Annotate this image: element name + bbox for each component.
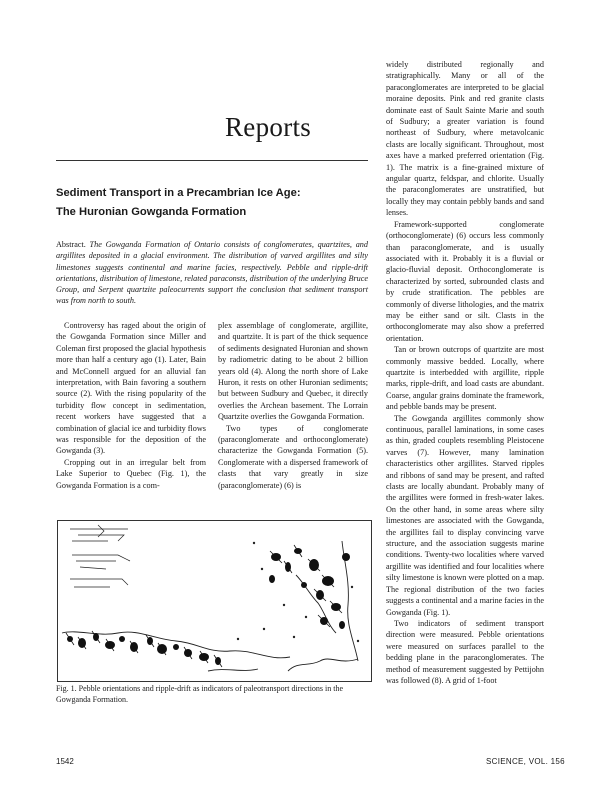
paragraph: Cropping out in an irregular belt from Lake Superior to Quebec (Fig. 1), the Gowganda Formation is a com- [56, 457, 206, 490]
paragraph: Two indicators of sediment transport direction were measured. Pebble orientations were measured on surfaces parallel to the bedding plane in the paraconglomerates. The method of measurement suggested by Pettijohn was followed (8). A grid of 1-foot [386, 618, 544, 685]
paragraph: The Gowganda argillites commonly show continuous, parallel laminations, in some cases as thin, graded couplets resembling Pleistocene varves (7). However, many lamination characteristics other argillites. Starved ripples and ribbons of sand may be present, and rafted clasts are locally abundant. Probably many of the argillites were formed in fresh-water lakes. On the other hand, in some areas where silty limestones are associated with the Gowganda, the argillites fail to display convincing varve structure, and the association suggests marine conditions. Twenty-two localities where varved argillite was identified and four localities where silty limestone is known were plotted on a map. The regional distribution of the two facies suggests a continental and a marine facies in the Gowganda (Fig. 1). [386, 413, 544, 617]
abstract [56, 239, 368, 307]
paragraph: Tan or brown outcrops of quartzite are most commonly massive bedded. Locally, where quartzite is interbedded with argillite, ripple marks, ripple-drift, and load casts are abundant. Coarse, angular grains dominate the framework, and pebble bands may be present. [386, 345, 545, 412]
title-divider [56, 160, 368, 161]
outcrop-clusters [67, 548, 350, 665]
abstract-text: The Gowganda Formation of Ontario consists of conglomerates, quartzites, and argillites deposited in a glacial environment. The distribution of varved argillites and silty limestones suggests continental and marine facies, respectively. Pebble and ripple-drift orientations, distribution of limestone, related paraconsts, distribution of the underlying Bruce Group, and Serpent quartzite paleocurrents support the conclusion that sediment transport was from north to south. [56, 240, 368, 306]
section-heading: Reports [225, 112, 312, 142]
orientation-marks [66, 545, 342, 667]
body-column-middle [218, 320, 368, 491]
abstract-lead: Abstract. [56, 240, 86, 249]
inset-maps [70, 525, 130, 587]
paragraph: Controversy has raged about the origin of the Gowganda Formation since Miller and Coleman first proposed the glacial hypothesis more than half a century ago (1). Later, Bain and McConnell argued for an alluvial fan interpretation, with Bain favoring a southern source (2). With the rising popularity of the turbidity flow concept in sedimentation, recent workers have suggested that a combination of glacial ice and turbidity flows was responsible for the deposition of the Gowganda (3). [56, 321, 206, 456]
paragraph: plex assemblage of conglomerate, argillite, and quartzite. It is part of the thick sequence of sediments designated Huronian and shown by radiometric dating to be about 2 billion years old (4). Along the north shore of Lake Huron, it rests on other Huronian sediments; but between Sudbury and Quebec, it directly overlies the Archean basement. The Lorrain Quartzite overlies the Gowganda Formation. [218, 321, 368, 422]
figure-caption [56, 684, 370, 705]
figure-caption-text: Pebble orientations and ripple-drift as indicators of paleotransport directions in the Gowganda Formation. [56, 684, 344, 704]
paragraph: Framework-supported conglomerate (orthoconglomerate) (6) occurs less commonly than paraconglomerate, and is usually associated with it. Probably it is a fluvial or glacio-fluvial deposit. Orthoconglomerate is characterized by sorted, subrounded clasts and by crude stratification. The pebbles are commonly of diverse lithologies, and the matrix may be either sand or silt. Clasts in the orthoconglomerate may also show a preferred orientation. [386, 219, 544, 343]
figure-map [57, 520, 372, 682]
paragraph: Two types of conglomerate (paraconglomerate and orthoconglomerate) characterize the Gowganda Formation (5). Conglomerate with a dispersed framework of clasts that vary greatly in size (paraconglomerate) (6) is [218, 423, 368, 490]
body-column-left [56, 320, 206, 491]
article-subtitle: The Huronian Gowganda Formation [56, 206, 247, 218]
paragraph: widely distributed regionally and stratigraphically. Many or all of the paraconglomerates are interpreted to be glacial moraine deposits. Pink and red granite clasts dominate east of Sault Sainte Marie and south of Sudbury; a greater variation is found northeast of Sudbury, where metavolcanic clasts are locally significant. Throughout, most axes have a marked preferred orientation (Fig. 1). The matrix is a fine-grained mixture of angular quartz, feldspar, and chlorite. Usually the paraconglomerates are unstratified, but locally they may contain pebbly bands and sand lenses. [386, 60, 544, 218]
page-number: 1542 [56, 757, 74, 766]
article-title: Sediment Transport in a Precambrian Ice Age: [56, 187, 301, 199]
body-column-right [386, 59, 544, 686]
figure-caption-label: Fig. 1. [56, 684, 77, 693]
journal-footer: SCIENCE, VOL. 156 [486, 757, 565, 766]
map-illustration [58, 521, 371, 681]
